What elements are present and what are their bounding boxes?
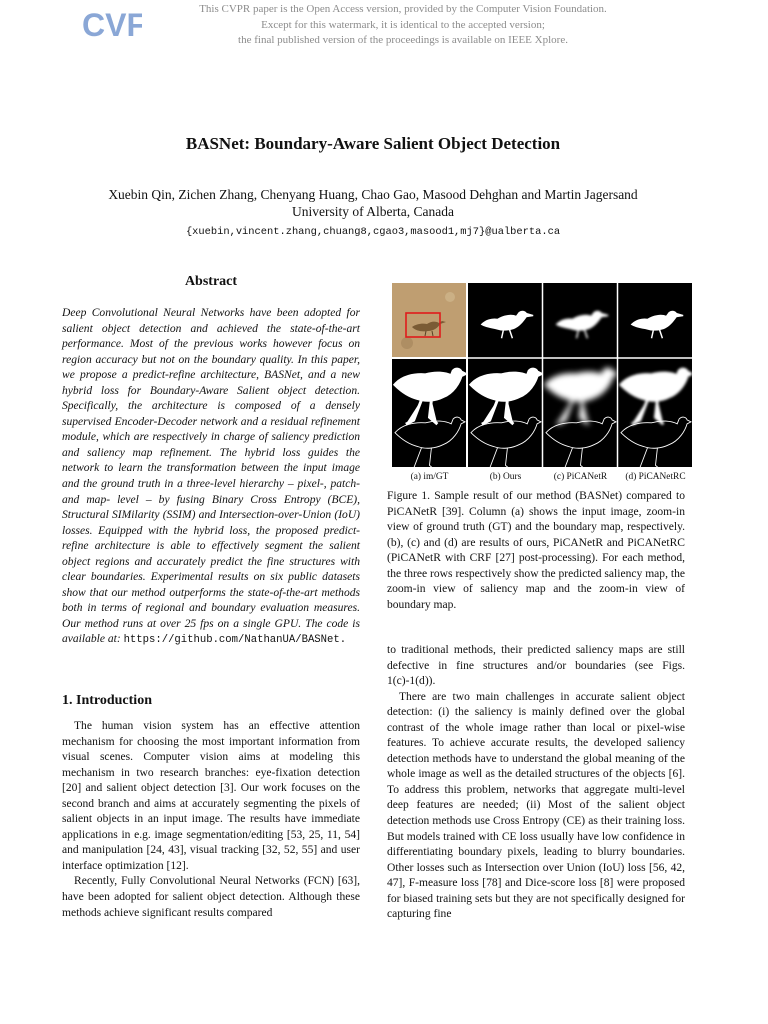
watermark-line: Except for this watermark, it is identical to the accepted version;: [261, 18, 545, 31]
paper-title: BASNet: Boundary-Aware Salient Object Detection: [185, 134, 561, 153]
figure-1-image-grid: [392, 283, 692, 467]
figure-label: (d) PiCANetRC: [625, 472, 686, 482]
abstract-text: Deep Convolutional Neural Networks have been adopted for salient object detection and achieved the state-of-the-art performance. Most of the previous works however focus on region accuracy but not on the boundary quality. In this paper, we propose a predict-refine architecture, BASNet, and a new hybrid loss for Boundary-Aware Salient object detection. Specifically, the architecture is composed of a densely supervised Encoder-Decoder network and a residual refinement module, which are respectively in charge of saliency prediction and saliency map refinement. The hybrid loss guides the network to learn the transformation between the input image and the ground truth in a three-level hierarchy – pixel-, patch- and map- level – by fusing Binary Cross Entropy (BCE), Structural SIMilarity (SSIM) and Intersection-over-Union (IoU) losses. Equipped with the hybrid loss, the proposed predict-refine architecture is able to effectively segment the salient object regions and accurately predict the fine structures with clear boundaries. Experimental results on six public datasets show that our method outperforms the state-of-the-art methods both in terms of regional and boundary evaluation measures. Our method runs at over 25 fps on a single GPU. The code is available at:: [62, 307, 360, 646]
author-list: Xuebin Qin, Zichen Zhang, Chenyang Huang, Chao Gao, Masood Dehghan and Martin Jagersand: [108, 187, 638, 202]
abstract-body: [62, 306, 360, 649]
abstract-heading: Abstract: [184, 274, 238, 289]
author-emails: {xuebin,vincent.zhang,chuang8,cgao3,masood1,mj7}@ualberta.ca: [185, 226, 561, 238]
figure-column-labels: [392, 472, 692, 486]
right-column-body: [387, 643, 685, 923]
open-access-watermark: [140, 2, 666, 49]
author-block: [0, 186, 746, 220]
code-url-link[interactable]: https://github.com/NathanUA/BASNet.: [123, 634, 347, 647]
input-image-cell: [392, 283, 466, 357]
figure-label: (c) PiCANetR: [553, 472, 608, 482]
watermark-line: This CVPR paper is the Open Access version, provided by the Computer Vision Foundation.: [199, 3, 607, 15]
figure-label: (b) Ours: [489, 472, 522, 482]
figure-1-caption: Figure 1. Sample result of our method (BASNet) compared to PiCANetR [39]. Column (a) shows the input image, zoom-in view of ground truth (GT) and the boundary map, respectively. (b), (c) and (d) are results of ours, PiCANetR and PiCANetRC (PiCANetR with CRF [27] post-processing). For each method, the three rows respectively show the predicted saliency map, the zoom-in view of saliency map and the zoom-in view of boundary map.: [387, 490, 685, 611]
section-heading-introduction: 1. Introduction: [62, 693, 152, 708]
figure-label: (a) im/GT: [410, 472, 449, 482]
watermark-line: the final published version of the proceedings is available on IEEE Xplore.: [238, 34, 568, 46]
paragraph: The human vision system has an effective attention mechanism for choosing the most important information from visual scenes. Computer vision aims at modeling this mechanism in two research branches: eye-fixation detection [20] and salient object detection [3]. Our work focuses on the second branch and aims at accurately segmenting the pixels of salient objects in an input image. The results have immediate applications in e.g. image segmentation/editing [53, 25, 11, 54] and manipulation [24, 43], visual tracking [32, 52, 55] and user interface optimization [12].: [62, 720, 360, 872]
introduction-body: [62, 719, 360, 921]
paragraph: to traditional methods, their predicted saliency maps are still defective in fine structures and/or boundaries (see Figs. 1(c)-1(d)).: [387, 644, 685, 688]
paragraph: There are two main challenges in accurate salient object detection: (i) the saliency is mainly defined over the global contrast of the whole image rather than local or pixel-wise features. To achieve accurate results, the developed saliency detection methods have to understand the global meaning of the whole image as well as the detailed structures of the objects [6]. To address this problem, networks that aggregate multi-level deep features are needed; (ii) Most of the salient object detection methods use Cross Entropy (CE) as their training loss. But models trained with CE loss usually have low confidence in differentiating boundary pixels, leading to blurry boundaries. Other losses such as Intersection over Union (IoU) loss [56, 42, 47], F-measure loss [78] and Dice-score loss [8] were proposed for biased training sets but they are not specifically designed for capturing fine: [387, 690, 685, 921]
cvf-logo-text: CVF: [82, 7, 142, 42]
paragraph: Recently, Fully Convolutional Neural Networks (FCN) [63], have been adopted for salient object detection. Although these methods achieve significant results compared: [62, 875, 360, 919]
cvf-logo: [82, 6, 142, 42]
affiliation: University of Alberta, Canada: [292, 204, 454, 219]
